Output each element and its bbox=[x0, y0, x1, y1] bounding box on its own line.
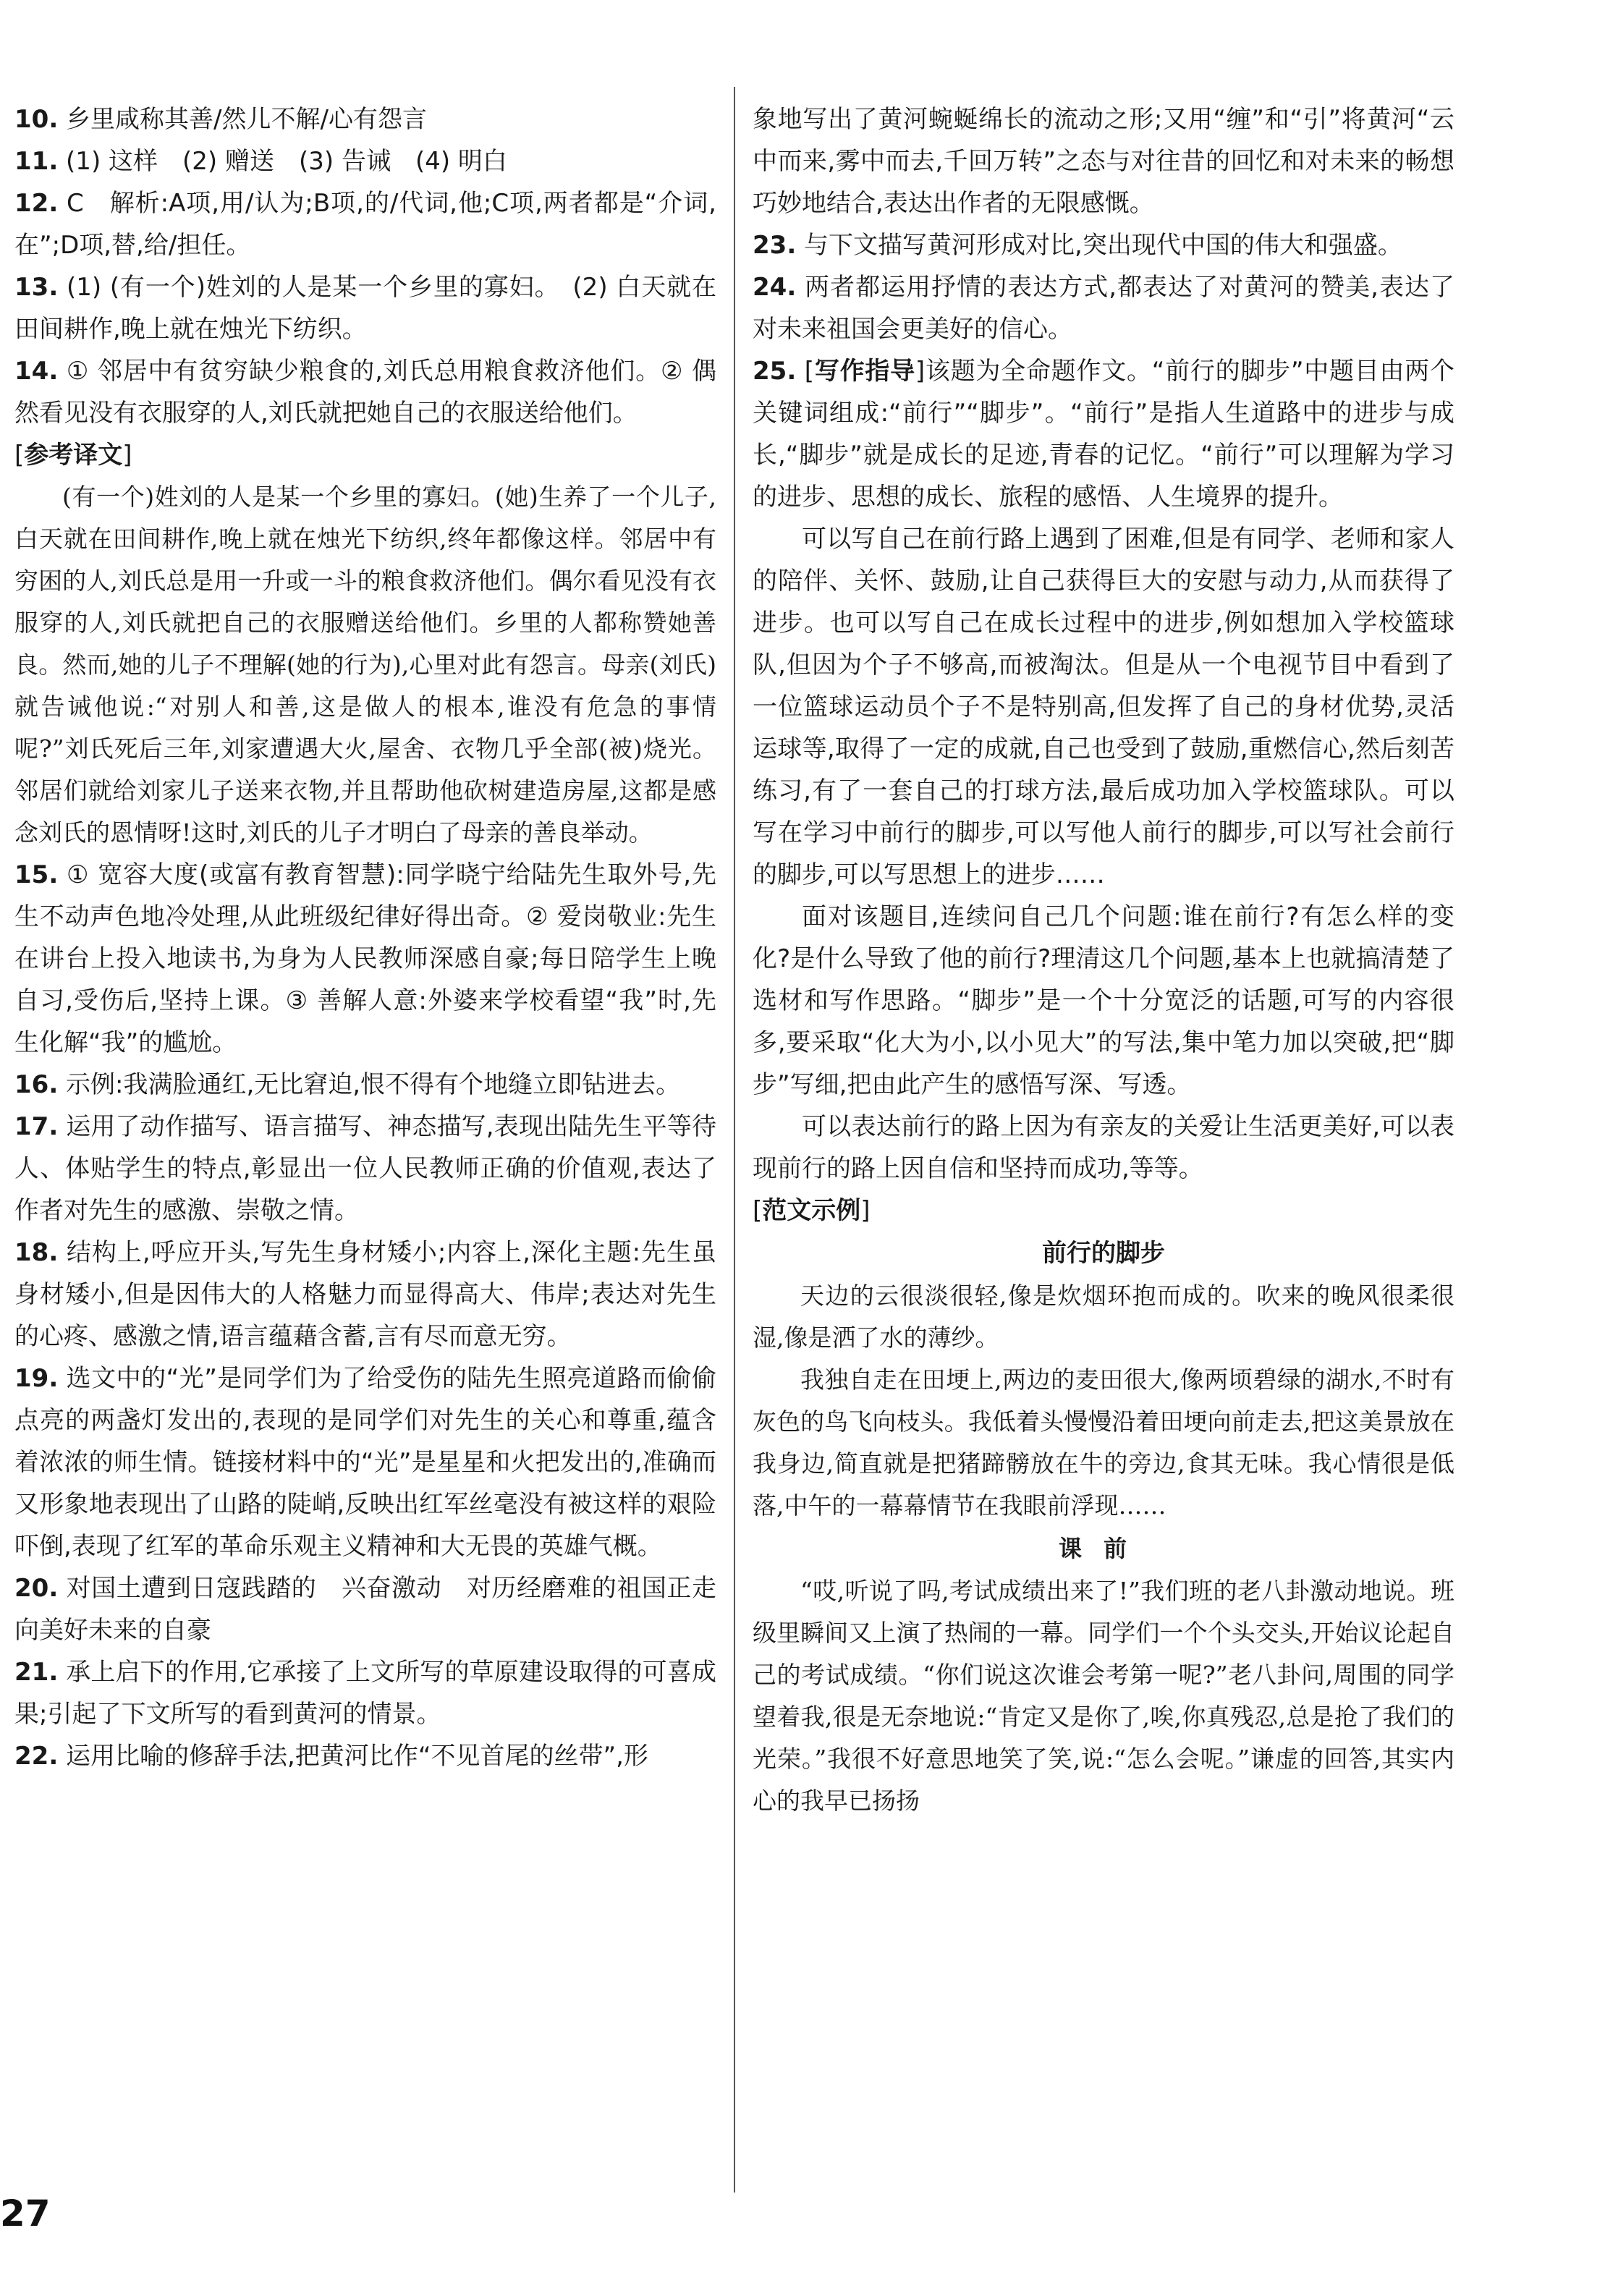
essay-title: 前行的脚步 bbox=[1042, 1239, 1165, 1268]
guidance-paragraph-2: 面对该题目,连续问自己几个问题:谁在前行?有怎么样的变化?是什么导致了他的前行?理清这几个问题,基本上也就搞清楚了选材和写作思路。“脚步”是一个十分宽泛的话题,可写的内容很多,要采取“化大为小,以小见大”的写法,集中笔力加以突破,把“脚步”写细,把由此产生的感悟写深、写透。 bbox=[753, 902, 1454, 1099]
answer-10: 10. 乡里咸称其善/然儿不解/心有怨言 bbox=[14, 105, 427, 134]
answer-23: 23. 与下文描写黄河形成对比,突出现代中国的伟大和强盛。 bbox=[753, 231, 1402, 260]
page-number: 27 bbox=[0, 2193, 51, 2234]
essay-paragraph-3: “哎,听说了吗,考试成绩出来了!”我们班的老八卦激动地说。班级里瞬间又上演了热闹的一幕。同学们一个个头交头,开始议论起自己的考试成绩。“你们说这次谁会考第一呢?”老八卦问,周围的同学望着我,很是无奈地说:“肯定又是你了,唉,你真残忍,总是抢了我们的光荣。”我很不好意思地笑了笑,说:“怎么会呢。”谦虚的回答,其实内心的我早已扬扬 bbox=[753, 1577, 1454, 1815]
guidance-paragraph-3: 可以表达前行的路上因为有亲友的关爱让生活更美好,可以表现前行的路上因自信和坚持而成功,等等。 bbox=[753, 1112, 1454, 1183]
answer-17: 17. 运用了动作描写、语言描写、神态描写,表现出陆先生平等待人、体贴学生的特点,彰显出一位人民教师正确的价值观,表达了作者对先生的感激、崇敬之情。 bbox=[14, 1112, 716, 1225]
answer-21: 21. 承上启下的作用,它承接了上文所写的草原建设取得的可喜成果;引起了下文所写的看到黄河的情景。 bbox=[14, 1658, 716, 1729]
answer-20: 20. 对国土遭到日寇践踏的 兴奋激动 对历经磨难的祖国正走向美好未来的自豪 bbox=[14, 1574, 717, 1645]
answer-22-continued: 象地写出了黄河蜿蜒绵长的流动之形;又用“缠”和“引”将黄河“云中而来,雾中而去,千回万转”之态与对往昔的回忆和对未来的畅想巧妙地结合,表达出作者的无限感慨。 bbox=[753, 105, 1454, 218]
answer-22: 22. 运用比喻的修辞手法,把黄河比作“不见首尾的丝带”,形 bbox=[14, 1742, 648, 1771]
answer-16: 16. 示例:我满脸通红,无比窘迫,恨不得有个地缝立即钻进去。 bbox=[14, 1070, 681, 1099]
answer-24: 24. 两者都运用抒情的表达方式,都表达了对黄河的赞美,表达了对未来祖国会更美好的信心。 bbox=[753, 273, 1454, 344]
essay-paragraph-1: 天边的云很淡很轻,像是炊烟环抱而成的。吹来的晚风很柔很湿,像是洒了水的薄纱。 bbox=[753, 1282, 1454, 1352]
essay-paragraph-2: 我独自走在田埂上,两边的麦田很大,像两顷碧绿的湖水,不时有灰色的鸟飞向枝头。我低着头慢慢沿着田埂向前走去,把这美景放在我身边,简直就是把猪蹄髈放在牛的旁边,食其无味。我心情很是低落,中午的一幕幕情节在我眼前浮现…… bbox=[753, 1365, 1454, 1520]
answer-13: 13. (1) (有一个)姓刘的人是某一个乡里的寡妇。 (2) 白天就在田间耕作,晚上就在烛光下纺织。 bbox=[14, 273, 716, 344]
guidance-paragraph-1: 可以写自己在前行路上遇到了困难,但是有同学、老师和家人的陪伴、关怀、鼓励,让自己获得巨大的安慰与动力,从而获得了进步。也可以写自己在成长过程中的进步,例如想加入学校篮球队,但因为个子不够高,而被淘汰。但是从一个电视节目中看到了一位篮球运动员个子不是特别高,但发挥了自己的身材优势,灵活运球等,取得了一定的成就,自己也受到了鼓励,重燃信心,然后刻苦练习,有了一套自己的打球方法,最后成功加入学校篮球队。可以写在学习中前行的脚步,可以写他人前行的脚步,可以写社会前行的脚步,可以写思想上的进步…… bbox=[753, 525, 1454, 889]
answer-25: 25. [写作指导]该题为全命题作文。“前行的脚步”中题目由两个关键词组成:“前行”“脚步”。“前行”是指人生道路中的进步与成长,“脚步”就是成长的足迹,青春的记忆。“前行”可以理解为学习的进步、思想的成长、旅程的感悟、人生境界的提升。 bbox=[753, 357, 1455, 512]
translation-header: [参考译文] bbox=[14, 441, 132, 470]
translation-text: (有一个)姓刘的人是某一个乡里的寡妇。(她)生养了一个儿子,白天就在田间耕作,晚上就在烛光下纺织,终年都像这样。邻居中有穷困的人,刘氏总是用一升或一斗的粮食救济他们。偶尔看见没有衣服穿的人,刘氏就把自己的衣服赠送给他们。乡里的人都称赞她善良。然而,她的儿子不理解(她的行为),心里对此有怨言。母亲(刘氏)就告诫他说:“对别人和善,这是做人的根本,谁没有危急的事情呢?”刘氏死后三年,刘家遭遇大火,屋舍、衣物几乎全部(被)烧光。邻居们就给刘家儿子送来衣物,并且帮助他砍树建造房屋,这都是感念刘氏的恩情呀!这时,刘氏的儿子才明白了母亲的善良举动。 bbox=[14, 483, 716, 847]
answer-11: 11. (1) 这样 (2) 赠送 (3) 告诫 (4) 明白 bbox=[14, 147, 507, 176]
left-column bbox=[14, 98, 716, 1777]
answer-12: 12. C 解析:A项,用/认为;B项,的/代词,他;C项,两者都是“介词,在”;D项,替,给/担任。 bbox=[14, 189, 716, 260]
right-column bbox=[753, 98, 1454, 1822]
answer-19: 19. 选文中的“光”是同学们为了给受伤的陆先生照亮道路而偷偷点亮的两盏灯发出的,表现的是同学们对先生的关心和尊重,蕴含着浓浓的师生情。链接材料中的“光”是星星和火把发出的,准确而又形象地表现出了山路的陡峭,反映出红军丝毫没有被这样的艰险吓倒,表现了红军的革命乐观主义精神和大无畏的英雄气概。 bbox=[14, 1364, 716, 1561]
answer-18: 18. 结构上,呼应开头,写先生身材矮小;内容上,深化主题:先生虽身材矮小,但是因伟大的人格魅力而显得高大、伟岸;表达对先生的心疼、感激之情,语言蕴藉含蓄,言有尽而意无穷。 bbox=[14, 1238, 716, 1351]
answer-14: 14. ① 邻居中有贫穷缺少粮食的,刘氏总用粮食救济他们。② 偶然看见没有衣服穿的人,刘氏就把她自己的衣服送给他们。 bbox=[14, 357, 716, 428]
answer-15: 15. ① 宽容大度(或富有教育智慧):同学晓宁给陆先生取外号,先生不动声色地冷处理,从此班级纪律好得出奇。② 爱岗敬业:先生在讲台上投入地读书,为身为人民教师深感自豪;每日陪学生上晚自习,受伤后,坚持上课。③ 善解人意:外婆来学校看望“我”时,先生化解“我”的尴尬。 bbox=[14, 860, 716, 1057]
essay-section-title: 课前 bbox=[1058, 1535, 1148, 1562]
model-essay-header: [范文示例] bbox=[753, 1196, 871, 1225]
column-divider bbox=[734, 87, 735, 2193]
